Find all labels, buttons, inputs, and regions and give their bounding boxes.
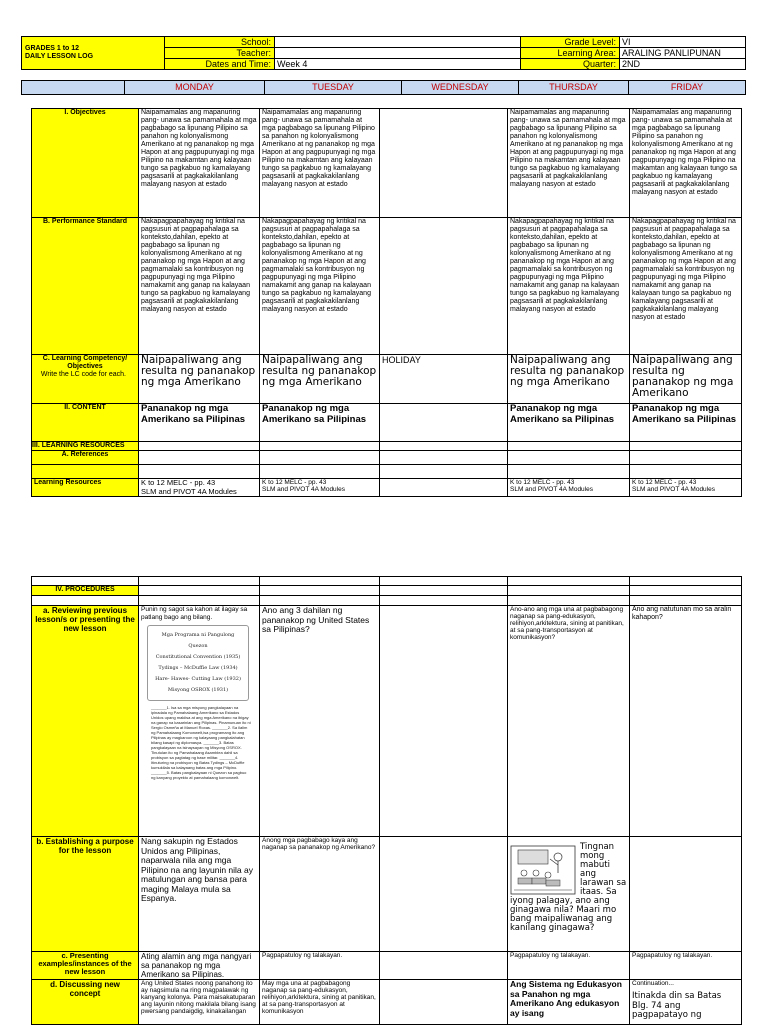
content-monday: Pananakop ng mga Amerikano sa Pilipinas: [139, 404, 260, 442]
reviewing-monday: [139, 606, 260, 837]
choice-1: Mga Programa ni Pangulong Quezon: [161, 632, 235, 649]
row-references: [32, 451, 742, 465]
resources-monday-line2: SLM and PIVOT 4A Modules: [141, 486, 237, 496]
objectives-wednesday: [380, 109, 508, 218]
performance-wednesday: [380, 218, 508, 355]
presenting-label: c. Presenting examples/instances of the new lesson: [32, 952, 139, 980]
discussing-tuesday: May mga una at pagbabagong naganap sa pang-edukasyon, relihiyon,arkitektura, sining at panitikan, at sa pang-transportasyon at komunikasyon: [260, 980, 380, 1025]
content-thursday: Pananakop ng mga Amerikano sa Pilipinas: [508, 404, 630, 442]
days-corner: [22, 81, 125, 95]
resources-wednesday: [380, 479, 508, 497]
presenting-friday: Pagpapatuloy ng talakayan.: [630, 952, 742, 980]
competency-tuesday: Naipapaliwang ang resulta ng pananakop ng mga Amerikano: [260, 355, 380, 404]
title-line-2: DAILY LESSON LOG: [25, 53, 94, 60]
answer-choices-box: [147, 625, 249, 701]
header-table: [21, 36, 746, 70]
resources-tuesday-line1: K to 12 MELC - pp. 43: [262, 479, 327, 486]
learning-area-value[interactable]: ARALING PANLIPUNAN: [620, 48, 746, 59]
grade-level-value[interactable]: VI: [620, 37, 746, 48]
references-label: A. References: [32, 451, 139, 465]
competency-monday: Naipapaliwang ang resulta ng pananakop ng mga Amerikano: [139, 355, 260, 404]
title-line-1: GRADES 1 to 12: [25, 45, 80, 52]
day-wednesday: WEDNESDAY: [402, 81, 519, 95]
competency-label-text: C. Learning Competency/ Objectives: [42, 355, 128, 370]
objectives-tuesday: Naipamamalas ang mapanuring pang- unawa sa pamamahala at mga pagbabago sa lipunang Pilipino sa panahon ng kolonyalismong Amerikano at ng pananakop ng mga Hapon at ang pagpupunyagi ng mga Pilipino na makamtan ang kalayaan tungo sa pagkabuo ng kamalayang pagsasarili at pagkakakilanlang malayang nasyon at estado: [260, 109, 380, 218]
resources-thursday-line2: SLM and PIVOT 4A Modules: [510, 486, 593, 493]
purpose-thursday-text: Tingnan mong mabuti ang larawan sa itaas. Sa iyong palagay, ano ang ginagawa nila? Maari mo bang maipaliwanag ang kanilang ginagawa?: [510, 842, 627, 933]
discussing-friday-line1: Continuation...: [632, 980, 674, 987]
presenting-thursday: Pagpapatuloy ng talakayan.: [508, 952, 630, 980]
row-reviewing: [32, 606, 742, 837]
presenting-wednesday: [380, 952, 508, 980]
presenting-monday: Ating alamin ang mga nangyari sa pananakop ng mga Amerikano sa Pilipinas.: [139, 952, 260, 980]
discussing-friday: [630, 980, 742, 1025]
reviewing-monday-quiz-items: _______1. Isa sa mga misyong pangkalayaan na ipinadala ng Pamahalaang Amerikano sa Estados Unidos upang makiisa at ang mga Amerikano na ibigay na ganap na kasarinlan ang Pilipinas. Pinamunuan ito ni Sergio Osmeña at Manuel Roxas. _______2. Sa ilalim ng Pamahalaang Komonwelt,isa programang ito ang Pilipinas ay magkaroon ng kalayaang pangkalahatan bilang kasapi ng diplomasya. _______3. Batas pangkalayaan na isinaysayan ng Misyong OSROX. Tinutulan ito ng Pamahalaang Asamblea dahil sa probisyon sa pagtatag ng base militar. _______4. Itinuturing na probisyon ng Batas Tydings – McDuffie kumukilala sa kalayaang batas ang mga Pilipino. _______5. Batas pangkalayaan ni Quezon sa pagbuo ng kanyang proyekto at pamahalaang komonwelt.: [151, 705, 251, 780]
reviewing-monday-instruction: Punin ng sagot sa kahon at ilagay sa patlang bago ang bilang.: [141, 606, 248, 621]
row-purpose: [32, 837, 742, 952]
form-title: [22, 37, 165, 70]
purpose-wednesday: [380, 837, 508, 952]
learning-resources-label: Learning Resources: [32, 479, 139, 497]
competency-friday: Naipapaliwang ang resulta ng pananakop ng mga Amerikano: [630, 355, 742, 404]
classroom-illustration: [510, 845, 576, 895]
content-label: II. CONTENT: [32, 404, 139, 442]
teacher-label: Teacher:: [165, 48, 275, 59]
resources-thursday: [508, 479, 630, 497]
resources-monday-line1: K to 12 MELC - pp. 43: [141, 478, 216, 487]
learning-area-label: Learning Area:: [521, 48, 620, 59]
resources-friday: [630, 479, 742, 497]
reviewing-label: a. Reviewing previous lesson/s or presenting the new lesson: [32, 606, 139, 837]
day-thursday: THURSDAY: [519, 81, 629, 95]
reviewing-wednesday: [380, 606, 508, 837]
reviewing-friday: Ano ang natutunan mo sa aralin kahapon?: [630, 606, 742, 837]
resources-monday: [139, 479, 260, 497]
purpose-monday: Nang sakupin ng Estados Unidos ang Pilipinas, naparwala nila ang mga Pilipino na ang layunin nila ay matulungan ang bansa para maging Malaya mula sa Espanya.: [139, 837, 260, 952]
quarter-label: Quarter:: [521, 59, 620, 70]
dates-value[interactable]: Week 4: [275, 59, 521, 70]
discussing-monday: Ang United States noong panahong ito ay nagsimula na ring magpalawak ng kanyang kolonya. Para maisakatuparan ang layunin nitong makilala bilang isang pwersang pandaigdig, kinakailangan: [139, 980, 260, 1025]
choice-2: Constitutional Convention (1935): [155, 654, 241, 660]
presenting-tuesday: Pagpapatuloy ng talakayan.: [260, 952, 380, 980]
dates-label: Dates and Time:: [165, 59, 275, 70]
row-discussing: [32, 980, 742, 1025]
discussing-thursday: Ang Sistema ng Edukasyon sa Panahon ng mga Amerikano Ang edukasyon ay isang: [508, 980, 630, 1025]
choice-4: Hare- Hawes- Cutting Law (1932): [155, 676, 241, 682]
choice-5: Misyong OSROX (1931): [167, 687, 229, 693]
row-spacer: [32, 465, 742, 479]
purpose-tuesday: Anong mga pagbabago kaya ang naganap sa pananakop ng Amerikano?: [260, 837, 380, 952]
row-resources: [32, 479, 742, 497]
row-presenting: [32, 952, 742, 980]
day-monday: MONDAY: [125, 81, 265, 95]
purpose-label: b. Establishing a purpose for the lesson: [32, 837, 139, 952]
row-objectives: [32, 109, 742, 218]
learning-resources-heading: III. LEARNING RESOURCES: [32, 442, 139, 451]
performance-monday: Nakapagpapahayag ng kritikal na pagsusuri at pagpapahalaga sa konteksto,dahilan, epekto at pagbabago sa lipunan ng kolonyalismong Amerikano at ng pananakop ng mga Hapon at ang pagmamalaki sa kontribusyon ng pagpupunyagi ng mga Pilipino namakamit ang ganap na kalayaan tungo sa pagkabuo ng kamalayang pagsasarili at pagkakakilanlang malayang nasyon at estado: [139, 218, 260, 355]
resources-thursday-line1: K to 12 MELC - pp. 43: [510, 479, 575, 486]
school-value[interactable]: [275, 37, 521, 48]
row-content: [32, 404, 742, 442]
competency-note: Write the LC code for each.: [40, 371, 126, 378]
discussing-label: d. Discussing new concept: [32, 980, 139, 1025]
performance-label: B. Performance Standard: [32, 218, 139, 355]
row-competency: [32, 355, 742, 404]
objectives-label: I. Objectives: [32, 109, 139, 218]
procedures-table: [31, 576, 742, 1025]
quarter-value[interactable]: 2ND: [620, 59, 746, 70]
performance-thursday: Nakapagpapahayag ng kritikal na pagsusuri at pagpapahalaga sa konteksto,dahilan, epekto at pagbabago sa lipunan ng kolonyalismong Amerikano at ng pananakop ng mga Hapon at ang pagmamalaki sa kontribusyon ng pagpupunyagi ng mga Pilipino namakamit ang ganap na kalayaan tungo sa pagkabuo ng kamalayang pagsasarili at pagkakakilanlang malayang nasyon at estado: [508, 218, 630, 355]
resources-tuesday-line2: SLM and PIVOT 4A Modules: [262, 486, 345, 493]
school-label: School:: [165, 37, 275, 48]
procedures-label: IV. PROCEDURES: [32, 586, 139, 596]
discussing-wednesday: [380, 980, 508, 1025]
row-learning-resources: [32, 442, 742, 451]
choice-3: Tydings – McDuffie Law (1934): [158, 665, 238, 671]
teacher-value[interactable]: [275, 48, 521, 59]
purpose-thursday: [508, 837, 630, 952]
days-header-table: [21, 80, 746, 95]
day-friday: FRIDAY: [629, 81, 746, 95]
lesson-plan-table: [31, 108, 742, 497]
objectives-thursday: Naipamamalas ang mapanuring pang- unawa sa pamamahala at mga pagbabago sa lipunang Pilipino sa panahon ng kolonyalismong Amerikano at ng pananakop ng mga Hapon at ang pagpupunyagi ng mga Pilipino na makamtan ang kalayaan tungo sa pagkabuo ng kamalayang pagsasarili at pagkakakilanlang malayang nasyon at estado: [508, 109, 630, 218]
performance-tuesday: Nakapagpapahayag ng kritikal na pagsusuri at pagpapahalaga sa konteksto,dahilan, epekto at pagbabago sa lipunan ng kolonyalismong Amerikano at ng pananakop ng mga Hapon at ang pagmamalaki sa kontribusyon ng pagpupunyagi ng mga Pilipino namakamit ang ganap na kalayaan tungo sa pagkabuo ng kamalayang pagsasarili at pagkakakilanlang malayang nasyon at estado: [260, 218, 380, 355]
content-tuesday: Pananakop ng mga Amerikano sa Pilipinas: [260, 404, 380, 442]
performance-friday: Nakapagpapahayag ng kritikal na pagsusuri at pagpapahalaga sa konteksto,dahilan, epekto at pagbabago sa lipunan ng kolonyalismong Amerikano at ng pananakop ng mga Hapon at ang pagmamalaki sa kontribusyon ng pagpupunyagi ng mga Pilipino namakamit ang ganap na kalayaan tungo sa pagkabuo ng kamalayang pagsasarili at pagkakakilanlang malayang nasyon at estado: [630, 218, 742, 355]
day-tuesday: TUESDAY: [265, 81, 402, 95]
grade-level-label: Grade Level:: [521, 37, 620, 48]
objectives-monday: Naipamamalas ang mapanuring pang- unawa sa pamamahala at mga pagbabago sa lipunang Pilipino sa panahon ng kolonyalismong Amerikano at ng pananakop ng mga Hapon at ang pagpupunyagi ng mga Pilipino na makamtan ang kalayaan tungo sa pagkabuo ng kamalayang pagsasarili at pagkakakilanlang malayang nasyon at estado: [139, 109, 260, 218]
resources-friday-line2: SLM and PIVOT 4A Modules: [632, 486, 715, 493]
competency-label: [32, 355, 139, 404]
content-friday: Pananakop ng mga Amerikano sa Pilipinas: [630, 404, 742, 442]
resources-tuesday: [260, 479, 380, 497]
purpose-friday: [630, 837, 742, 952]
competency-thursday: Naipapaliwang ang resulta ng pananakop ng mga Amerikano: [508, 355, 630, 404]
objectives-friday: Naipamamalas ang mapanuring pang- unawa sa pamamahala at mga pagbabago sa lipunang Pilipino sa panahon ng kolonyalismong Amerikano at ng pananakop ng mga Hapon at ang pagpupunyagi ng mga Pilipino na makamtan ang kalayaan tungo sa pagkabuo ng kamalayang pagsasarili at pagkakakilanlang malayang nasyon at estado: [630, 109, 742, 218]
discussing-friday-line2: Itinakda din sa Batas Blg. 74 ang pagpapatayo ng: [632, 991, 722, 1020]
holiday-wednesday: HOLIDAY: [380, 355, 508, 404]
resources-friday-line1: K to 12 MELC - pp. 43: [632, 479, 697, 486]
content-wednesday: [380, 404, 508, 442]
row-performance: [32, 218, 742, 355]
reviewing-thursday: Ano-ano ang mga una at pagbabagong naganap sa pang-edukasyon, relihiyon,arkitektura, sining at panitikan, at sa pang-transportasyon at komunikasyon?: [508, 606, 630, 837]
reviewing-tuesday: Ano ang 3 dahilan ng pananakop ng United States sa Pilipinas?: [260, 606, 380, 837]
